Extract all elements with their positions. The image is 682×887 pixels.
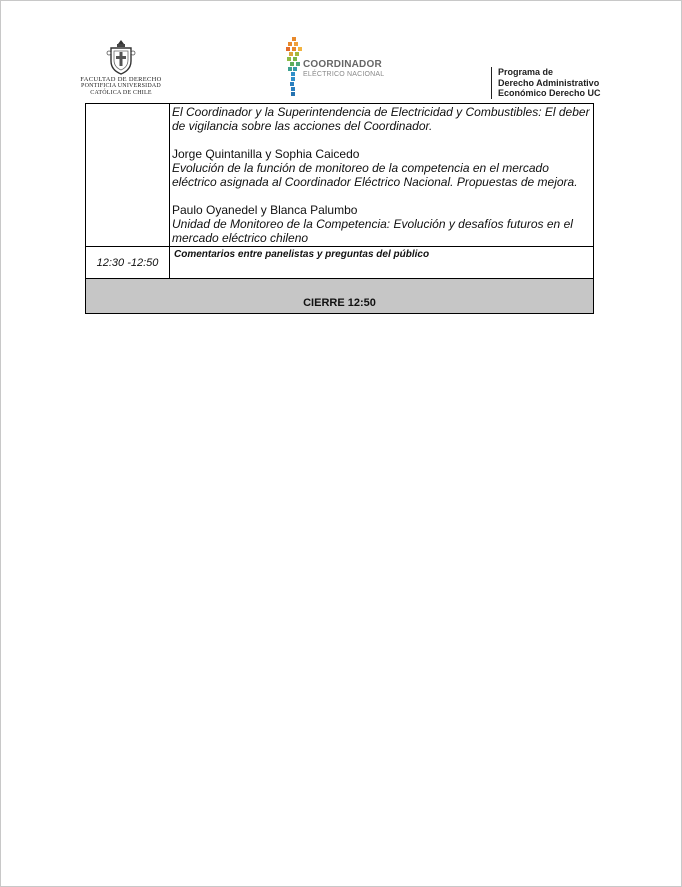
talk-title: Unidad de Monitoreo de la Competencia: Evolución y desafíos futuros en el mercado eléctrico chileno [172,217,573,245]
talks-time-cell [86,104,170,247]
talks-cell [170,104,594,247]
talk-item [172,147,590,189]
comments-text: Comentarios entre panelistas y preguntas del público [170,247,594,279]
comments-time: 12:30 -12:50 [86,247,170,279]
talk-authors: Jorge Quintanilla y Sophia Caicedo [172,147,360,161]
talk-item [172,203,590,245]
comments-row [86,247,594,279]
faculty-name: FACULTAD DE DERECHO [80,76,162,83]
talk-title: El Coordinador y la Superintendencia de Electricidad y Combustibles: El deber de vigilancia sobre las acciones del Coordinador. [172,105,590,133]
talk-item [172,105,590,133]
university-name: PONTIFICIA UNIVERSIDAD [81,83,161,89]
coordinador-title: COORDINADOR [303,59,382,70]
talk-title: Evolución de la función de monitoreo de la competencia en el mercado eléctrico asignada al Coordinador Eléctrico Nacional. Propuestas de mejora. [172,161,578,189]
program-logo-line2: Derecho Administrativo [498,77,600,88]
closing-label: CIERRE 12:50 [86,279,594,314]
program-logo-line1: Programa de [498,67,554,77]
talks-row [86,104,594,247]
coordinador-dots-icon [285,37,303,99]
program-logo [491,67,601,99]
university-crest-icon [106,39,136,75]
program-table [85,103,594,314]
university-country: CATÓLICA DE CHILE [90,90,152,96]
closing-row [86,279,594,314]
coordinador-subtitle: ELÉCTRICO NACIONAL [303,71,385,78]
coordinador-logo [285,37,395,99]
program-logo-line3: Económico Derecho UC [498,88,601,98]
faculty-logo [79,39,163,101]
talk-authors: Paulo Oyanedel y Blanca Palumbo [172,203,358,217]
